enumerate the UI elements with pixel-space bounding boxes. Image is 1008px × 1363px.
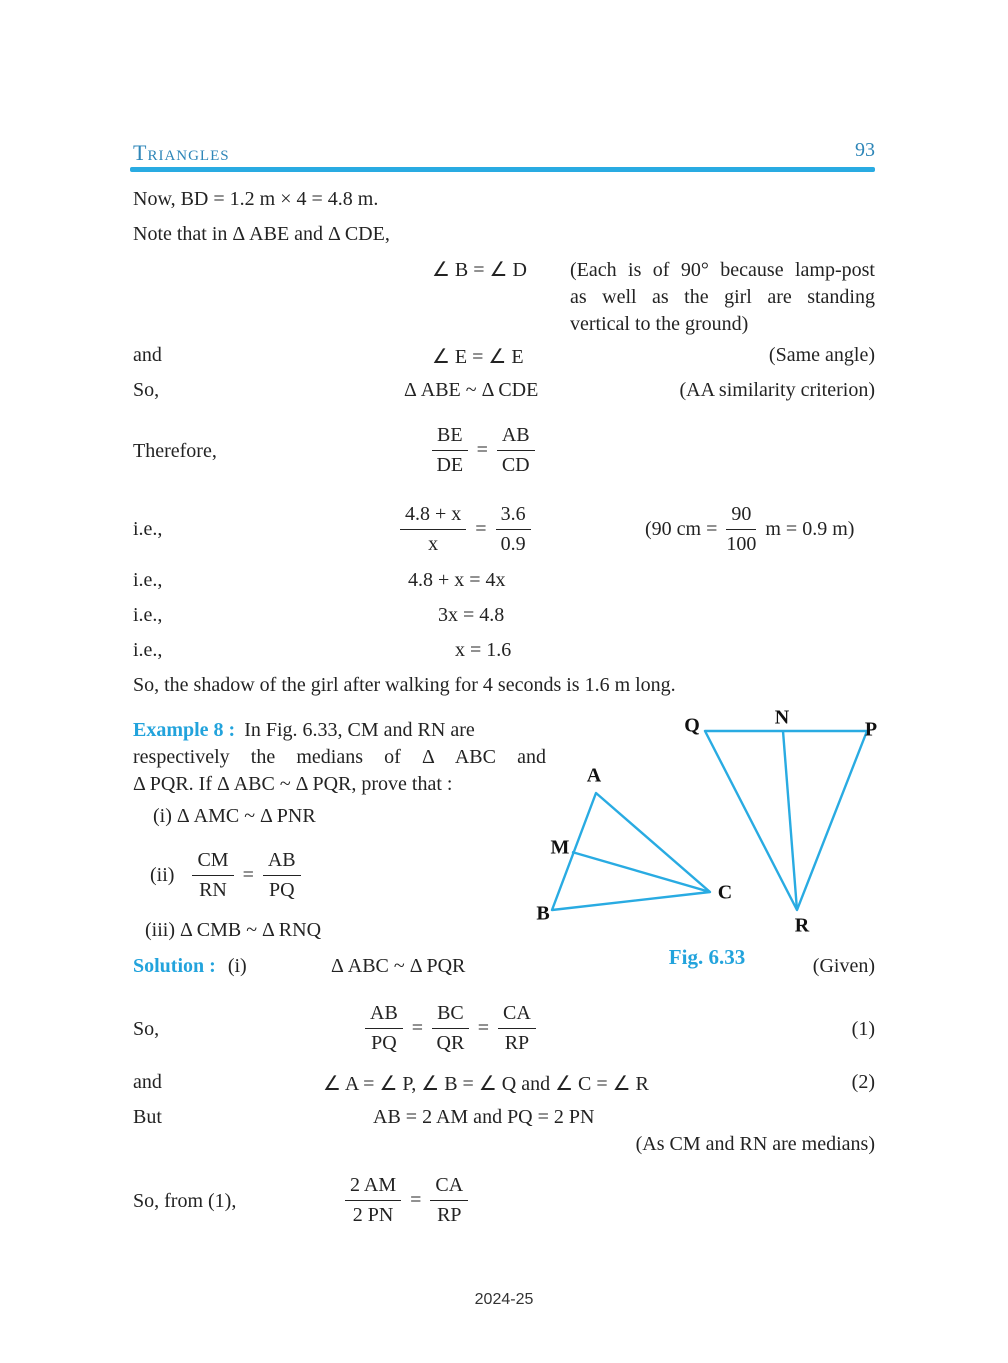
equation: 4.8 + x = 4x xyxy=(408,569,506,591)
equation: x = 1.6 xyxy=(455,639,512,661)
example-text: In Fig. 6.33, CM and RN are xyxy=(244,719,475,741)
denominator: RP xyxy=(437,1204,462,1226)
fraction xyxy=(496,503,531,556)
note-line: (Each is of 90° because lamp-post xyxy=(570,259,875,281)
step-label: But xyxy=(133,1106,162,1128)
step-label: i.e., xyxy=(133,518,163,540)
vertex-label-q: Q xyxy=(684,714,700,737)
body-line: Now, BD = 1.2 m × 4 = 4.8 m. xyxy=(133,188,379,210)
step-label: i.e., xyxy=(133,569,163,591)
note-text: m = 0.9 m) xyxy=(765,518,855,540)
step-label: i.e., xyxy=(133,639,163,661)
denominator: PQ xyxy=(268,879,295,901)
equals-sign: = xyxy=(411,1017,424,1039)
fraction xyxy=(726,503,756,556)
denominator: 2 PN xyxy=(352,1204,394,1226)
denominator: DE xyxy=(436,454,464,476)
note-line: vertical to the ground) xyxy=(570,313,749,335)
triangles-drawing xyxy=(530,700,890,945)
numerator: 90 xyxy=(726,503,756,530)
note-text: (90 cm = xyxy=(645,518,718,540)
step-label: and xyxy=(133,1071,162,1093)
body-line: Note that in Δ ABE and Δ CDE, xyxy=(133,223,390,245)
equation-number: (2) xyxy=(851,1071,875,1093)
fraction xyxy=(263,849,301,902)
vertex-label-n: N xyxy=(774,706,790,729)
fraction xyxy=(432,424,468,477)
fraction xyxy=(430,1174,468,1227)
equals-sign: = xyxy=(477,1017,490,1039)
example-paragraph-line: respectively the medians of Δ ABC and xyxy=(133,746,546,768)
equation-note: (As CM and RN are medians) xyxy=(635,1133,875,1155)
example-item-iii: (iii) Δ CMB ~ Δ RNQ xyxy=(145,919,322,941)
vertex-label-p: P xyxy=(864,718,878,741)
item-label: (ii) xyxy=(150,864,175,886)
equation: Δ ABC ~ Δ PQR xyxy=(331,955,466,977)
numerator: BC xyxy=(432,1002,469,1029)
denominator: CD xyxy=(501,454,530,476)
fraction xyxy=(365,1002,403,1055)
equation: ∠ B = ∠ D xyxy=(432,259,527,281)
equation: Δ ABE ~ Δ CDE xyxy=(404,379,539,401)
solution-line xyxy=(133,955,247,978)
equals-sign: = xyxy=(475,518,487,540)
fraction xyxy=(432,1002,469,1055)
header-rule xyxy=(130,167,875,172)
conversion-note xyxy=(645,503,854,556)
equation: ∠ E = ∠ E xyxy=(432,346,524,368)
numerator: 3.6 xyxy=(496,503,531,530)
vertex-label-r: R xyxy=(794,914,810,937)
fraction xyxy=(497,424,535,477)
numerator: CM xyxy=(192,849,233,876)
example-paragraph-line xyxy=(133,717,546,744)
denominator: QR xyxy=(436,1032,465,1054)
denominator: RP xyxy=(504,1032,530,1054)
step-label: and xyxy=(133,344,162,366)
denominator: PQ xyxy=(371,1032,397,1054)
fraction-equation xyxy=(365,1002,536,1055)
numerator: AB xyxy=(497,424,535,451)
figure-caption: Fig. 6.33 xyxy=(668,945,746,969)
example-item-i: (i) Δ AMC ~ Δ PNR xyxy=(153,805,316,827)
fraction xyxy=(498,1002,536,1055)
equation: 3x = 4.8 xyxy=(438,604,505,626)
fraction xyxy=(192,849,233,902)
numerator: BE xyxy=(432,424,468,451)
equals-sign: = xyxy=(242,864,254,886)
equation-note: (Given) xyxy=(812,955,875,977)
vertex-label-c: C xyxy=(717,881,733,904)
denominator: RN xyxy=(199,879,227,901)
example-item-ii xyxy=(150,849,301,902)
fraction xyxy=(345,1174,401,1227)
denominator: 100 xyxy=(726,533,757,555)
fraction-equation xyxy=(400,503,531,556)
step-label: So, from (1), xyxy=(133,1190,237,1212)
chapter-title: Triangles xyxy=(133,140,230,165)
conclusion-line: So, the shadow of the girl after walking for 4 seconds is 1.6 m long. xyxy=(133,674,676,696)
note-line: as well as the girl are standing xyxy=(570,286,875,308)
denominator: 0.9 xyxy=(500,533,526,555)
page-number: 93 xyxy=(855,139,875,161)
numerator: 2 AM xyxy=(345,1174,401,1201)
fraction xyxy=(400,503,466,556)
step-label: Therefore, xyxy=(133,440,217,462)
solution-part: (i) xyxy=(227,955,247,977)
step-label: So, xyxy=(133,1018,160,1040)
equation: ∠ A = ∠ P, ∠ B = ∠ Q and ∠ C = ∠ R xyxy=(323,1073,649,1095)
fraction-equation xyxy=(345,1174,468,1227)
step-label: i.e., xyxy=(133,604,163,626)
equation-note: (Same angle) xyxy=(768,344,875,366)
numerator: AB xyxy=(365,1002,403,1029)
equation: AB = 2 AM and PQ = 2 PN xyxy=(373,1106,595,1128)
equation-number: (1) xyxy=(851,1018,875,1040)
fraction-equation xyxy=(432,424,535,477)
equals-sign: = xyxy=(476,439,488,461)
example-paragraph-line: Δ PQR. If Δ ABC ~ Δ PQR, prove that : xyxy=(133,773,453,795)
example-heading: Example 8 : xyxy=(133,719,236,741)
denominator: x xyxy=(428,533,439,555)
solution-heading: Solution : xyxy=(133,955,216,977)
numerator: 4.8 + x xyxy=(400,503,466,530)
vertex-label-b: B xyxy=(536,902,550,925)
footer-session: 2024-25 xyxy=(474,1291,534,1308)
step-label: So, xyxy=(133,379,160,401)
vertex-label-a: A xyxy=(586,764,602,787)
numerator: CA xyxy=(430,1174,468,1201)
vertex-label-m: M xyxy=(550,836,570,859)
equals-sign: = xyxy=(410,1189,422,1211)
numerator: AB xyxy=(263,849,301,876)
equation-note xyxy=(570,257,875,338)
equation-note: (AA similarity criterion) xyxy=(679,379,875,401)
numerator: CA xyxy=(498,1002,536,1029)
